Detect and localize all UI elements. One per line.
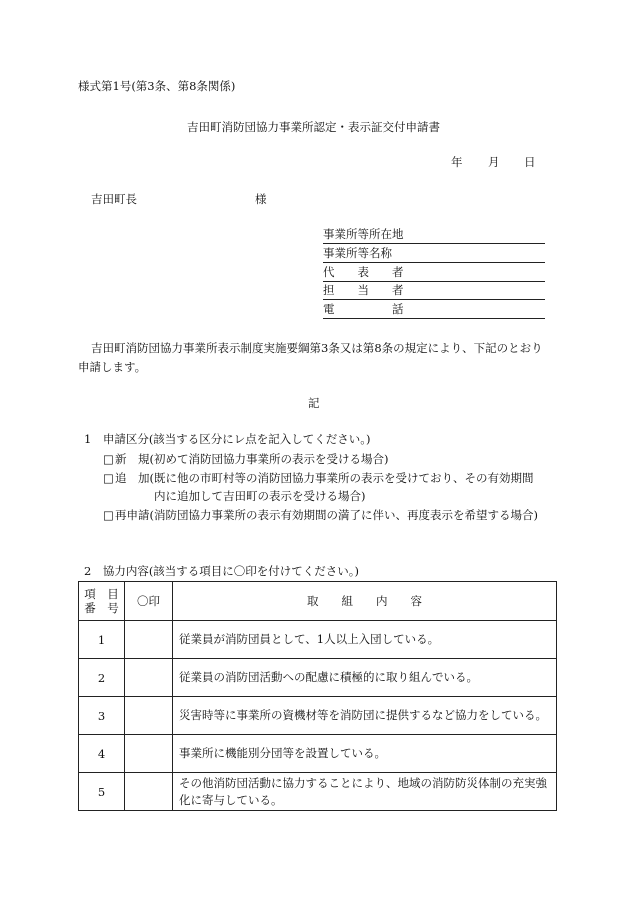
row-content: 災害時等に事業所の資機材等を消防団に提供するなど協力をしている。 [173, 697, 557, 735]
table-row [79, 621, 557, 659]
table-row [79, 697, 557, 735]
applicant-phone-label: 電 話 [323, 301, 404, 316]
row-mark-cell[interactable] [125, 621, 173, 659]
document-title: 吉田町消防団協力事業所認定・表示証交付申請書 [187, 120, 440, 134]
row-mark-cell[interactable] [125, 659, 173, 697]
checkbox-reapply[interactable]: □ [103, 508, 114, 522]
applicant-representative-label: 代 表 者 [323, 264, 404, 279]
applicant-contact-person-field[interactable] [323, 281, 545, 300]
row-mark-cell[interactable] [125, 697, 173, 735]
row-content: 従業員が消防団員として、1人以上入団している。 [173, 621, 557, 659]
cooperation-table [78, 581, 557, 811]
option-add-label-line-2: 内に追加して吉田町の表示を受ける場合) [154, 489, 366, 503]
applicant-address-field[interactable] [323, 225, 545, 244]
section-1-heading: 1 申請区分(該当する区分にレ点を記入してください。) [84, 432, 371, 446]
table-row [79, 773, 557, 811]
row-content: 従業員の消防団活動への配慮に積極的に取り組んでいる。 [173, 659, 557, 697]
header-content: 取 組 内 容 [173, 582, 557, 621]
table-row [79, 735, 557, 773]
row-number: 1 [79, 621, 125, 659]
row-content: その他消防団活動に協力することにより、地域の消防防災体制の充実強化に寄与している。 [173, 773, 557, 811]
row-mark-cell[interactable] [125, 735, 173, 773]
table-row [79, 659, 557, 697]
addressee-name: 吉田町長 [91, 192, 137, 206]
row-number: 2 [79, 659, 125, 697]
ki-heading: 記 [308, 396, 320, 410]
option-new-label: 新 規(初めて消防団協力事業所の表示を受ける場合) [115, 452, 389, 466]
section-2-heading: 2 協力内容(該当する項目に〇印を付けてください。) [84, 564, 360, 578]
applicant-contact-person-label: 担 当 者 [323, 282, 404, 297]
row-number: 5 [79, 773, 125, 811]
applicant-company-name-field[interactable] [323, 244, 545, 263]
row-content: 事業所に機能別分団等を設置している。 [173, 735, 557, 773]
applicant-representative-field[interactable] [323, 263, 545, 282]
form-number: 様式第1号(第3条、第8条関係) [78, 79, 236, 93]
row-number: 3 [79, 697, 125, 735]
header-item-number-line-1: 項 目 [84, 586, 119, 601]
intro-text-line-1: 吉田町消防団協力事業所表示制度実施要綱第3条又は第8条の規定により、下記のとおり [91, 341, 543, 355]
option-reapply-label: 再申請(消防団協力事業所の表示有効期間の満了に伴い、再度表示を希望する場合) [115, 508, 538, 522]
row-number: 4 [79, 735, 125, 773]
date-month-label: 月 [488, 155, 500, 169]
date-day-label: 日 [524, 155, 536, 169]
row-mark-cell[interactable] [125, 773, 173, 811]
header-item-number [79, 582, 125, 621]
applicant-phone-field[interactable] [323, 300, 545, 319]
checkbox-add[interactable]: □ [103, 471, 114, 485]
applicant-address-label: 事業所等所在地 [323, 226, 404, 241]
header-item-number-line-2: 番 号 [84, 601, 119, 615]
header-mark: 〇印 [125, 582, 173, 621]
addressee-honorific: 様 [255, 192, 267, 206]
table-header-row [79, 582, 557, 621]
intro-text-line-2: 申請します。 [78, 360, 147, 374]
applicant-company-name-label: 事業所等名称 [323, 245, 392, 260]
date-year-label: 年 [451, 155, 463, 169]
checkbox-new[interactable]: □ [103, 452, 114, 466]
option-add-label-line-1: 追 加(既に他の市町村等の消防団協力事業所の表示を受けており、その有効期間 [115, 471, 534, 485]
